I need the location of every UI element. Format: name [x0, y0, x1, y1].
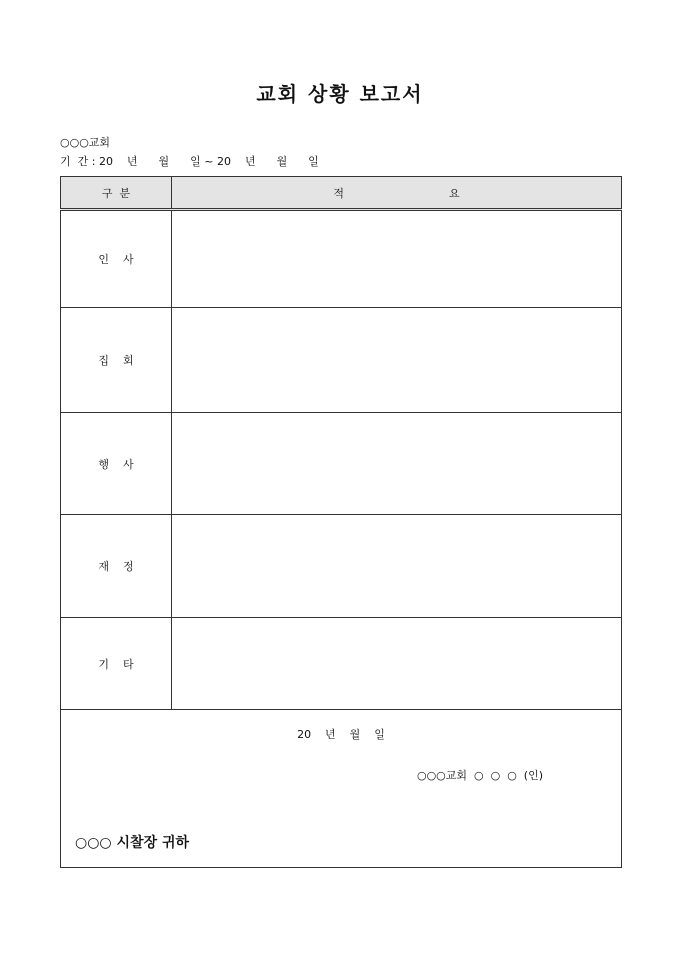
- footer-signature: ○○○교회 ○ ○ ○ (인): [416, 769, 543, 782]
- footer-cell: [61, 710, 622, 868]
- row-content-personnel[interactable]: [172, 210, 622, 308]
- row-content-finance[interactable]: [172, 515, 622, 618]
- church-name-line: ○○○교회: [60, 136, 111, 149]
- table-row: [61, 413, 622, 515]
- row-content-events[interactable]: [172, 413, 622, 515]
- table-row: [61, 308, 622, 413]
- row-category-events: 행 사: [61, 413, 172, 515]
- footer-recipient: ○○○ 시찰장 귀하: [75, 835, 190, 851]
- row-content-meetings[interactable]: [172, 308, 622, 413]
- row-category-other: 기 타: [61, 618, 172, 710]
- table-row: [61, 515, 622, 618]
- row-category-personnel: 인 사: [61, 210, 172, 308]
- header-category: 구 분: [61, 177, 172, 210]
- footer-row: [61, 710, 622, 868]
- table-row: [61, 210, 622, 308]
- footer-date: 20 년 월 일: [297, 728, 385, 741]
- table-header-row: [61, 177, 622, 210]
- page-title: 교회 상황 보고서: [256, 82, 424, 106]
- table-row: [61, 618, 622, 710]
- row-content-other[interactable]: [172, 618, 622, 710]
- header-summary: 적 요: [172, 177, 622, 210]
- row-category-finance: 재 정: [61, 515, 172, 618]
- report-table: [60, 176, 622, 868]
- period-line: 기 간 : 20 년 월 일 ~ 20 년 월 일: [60, 155, 319, 168]
- row-category-meetings: 집 회: [61, 308, 172, 413]
